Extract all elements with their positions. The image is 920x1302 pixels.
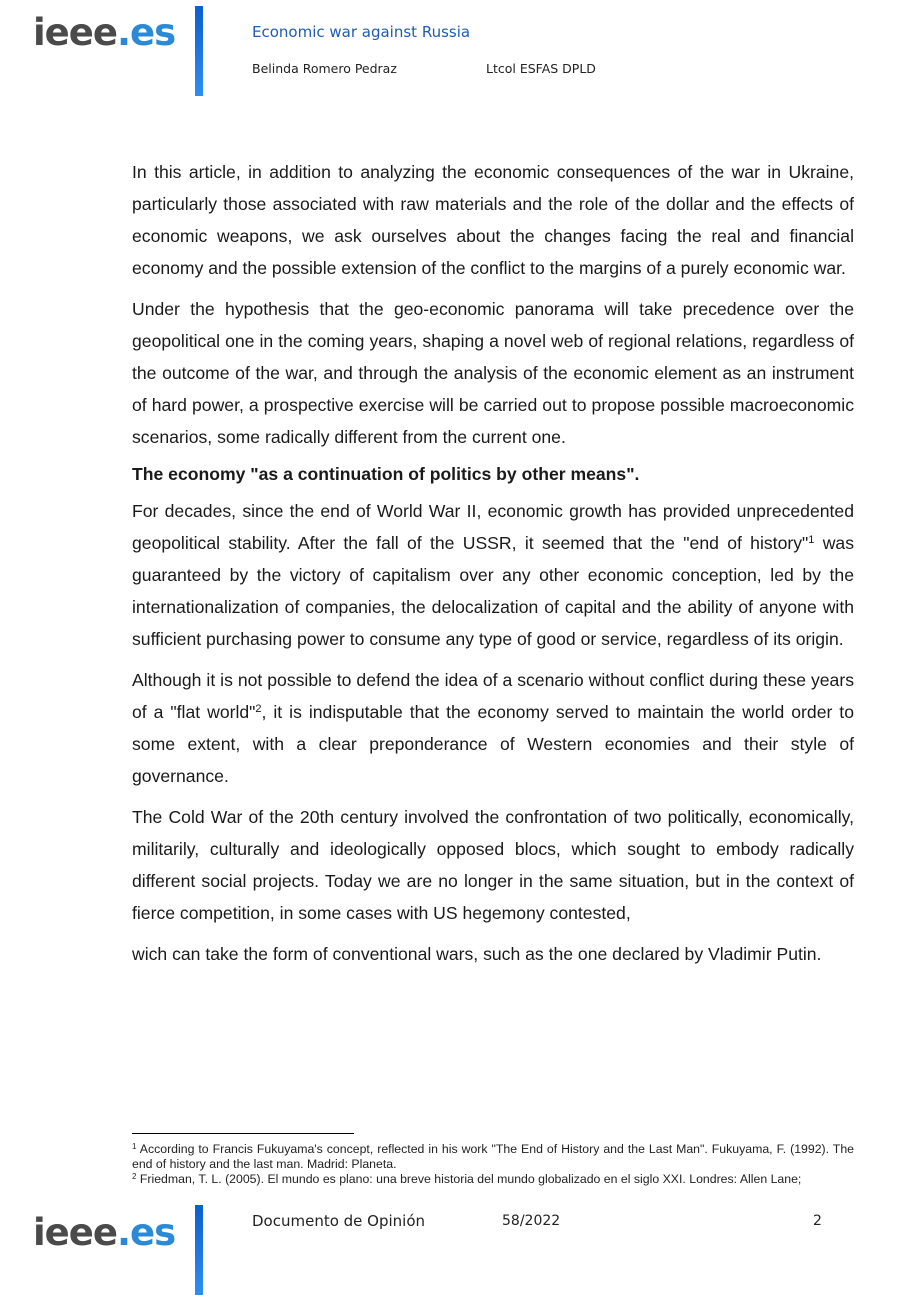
ieee-logo-footer bbox=[33, 1211, 176, 1254]
footnote-2: $^2$ Friedman, T. L. (2005). El mundo es plano: una breve historia del mundo globalizado en el siglo XXI. Londres: Allen Lane; bbox=[132, 1172, 802, 1186]
footnote-ref-1[interactable]: 1 bbox=[808, 534, 815, 546]
footnote-1: $^1$ According to Francis Fukuyama's concept, reflected in his work "The End of History and the Last Man". Fukuyama, F. (1992). The end of history and the last man. Madrid: Planeta. bbox=[132, 1142, 854, 1171]
footnote-divider bbox=[132, 1133, 354, 1134]
paragraph: wich can take the form of conventional wars, such as the one declared by Vladimir Putin. bbox=[132, 944, 822, 964]
paragraph: For decades, since the end of World War II, economic growth has provided unprecedented geopolitical stability. After the fall of the USSR, it seemed that the "end of history"$^1$ was guaranteed by the victory of capitalism over any other economic conception, led by the internationalization of companies, the delocalization of capital and the ability of anyone with sufficient purchasing power to consume any type of good or service, regardless of its origin. bbox=[132, 501, 854, 649]
ieee-logo bbox=[33, 11, 176, 54]
paragraph: Under the hypothesis that the geo-economic panorama will take precedence over the geopolitical one in the coming years, shaping a novel web of regional relations, regardless of the outcome of the war, and through the analysis of the economic element as an instrument of hard power, a prospective exercise will be carried out to propose possible macroeconomic scenarios, some radically different from the current one. bbox=[132, 299, 854, 447]
paragraph: In this article, in addition to analyzing the economic consequences of the war in Ukraine, particularly those associated with raw materials and the role of the dollar and the effects of economic weapons, we ask ourselves about the changes facing the real and financial economy and the possible extension of the conflict to the margins of a purely economic war. bbox=[132, 162, 854, 278]
author-role: Ltcol ESFAS DPLD bbox=[486, 61, 596, 76]
document-title: Economic war against Russia bbox=[252, 23, 471, 41]
footnote-ref-2[interactable]: 2 bbox=[255, 703, 262, 715]
document-type: Documento de Opinión bbox=[252, 1212, 426, 1230]
paragraph: Although it is not possible to defend the idea of a scenario without conflict during these years of a "flat world"$^2$, it is indisputable that the economy served to maintain the world order to some extent, with a clear preponderance of Western economies and their style of governance. bbox=[132, 670, 854, 786]
author-name: Belinda Romero Pedraz bbox=[252, 61, 397, 76]
article-body bbox=[132, 156, 854, 979]
page-number: 2 bbox=[813, 1213, 822, 1229]
document-number: 58/2022 bbox=[502, 1213, 561, 1229]
logo-es-text: .es bbox=[116, 1211, 176, 1254]
footnotes bbox=[132, 1142, 854, 1187]
paragraph: The Cold War of the 20th century involved the confrontation of two politically, economically, militarily, culturally and ideologically opposed blocs, which sought to embody radically different social projects. Today we are no longer in the same situation, but in the context of fierce competition, in some cases with US hegemony contested, bbox=[132, 807, 854, 923]
logo-ieee-text: ieee bbox=[33, 1211, 117, 1254]
footer-accent-bar bbox=[195, 1205, 203, 1295]
header-accent-bar bbox=[195, 6, 203, 96]
section-heading: The economy "as a continuation of politics by other means". bbox=[132, 464, 640, 484]
logo-ieee-text: ieee bbox=[33, 11, 117, 54]
logo-es-text: .es bbox=[116, 11, 176, 54]
